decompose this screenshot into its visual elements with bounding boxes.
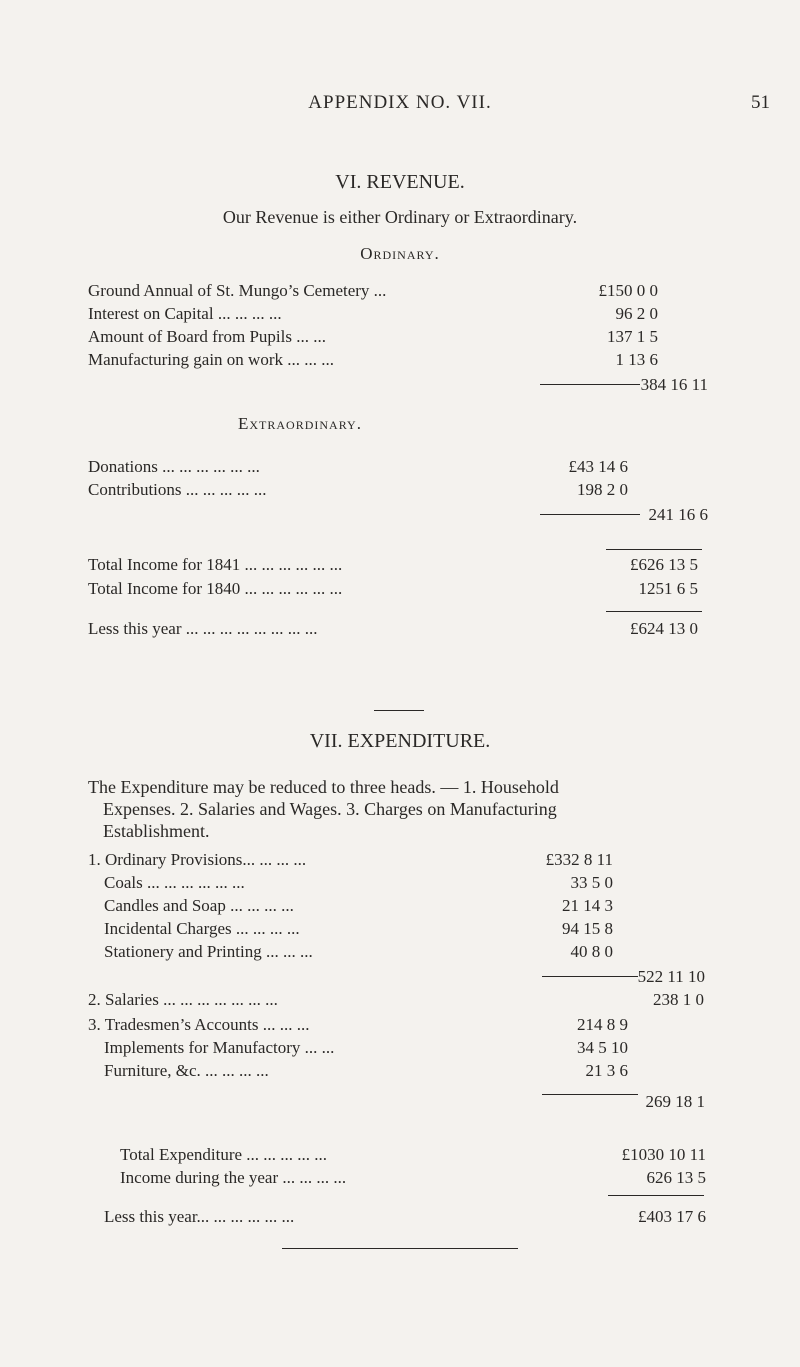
subtotal-rule (542, 976, 638, 977)
household-label: Incidental Charges ... ... ... ... (104, 919, 300, 938)
income-value: 626 13 5 (646, 1168, 706, 1187)
manufacturing-amount: 34 5 10 (577, 1038, 628, 1057)
running-header (0, 92, 800, 114)
subtotal-rule (540, 384, 640, 385)
ordinary-amount: £150 0 0 (598, 281, 658, 300)
ordinary-label: Ground Annual of St. Mungo’s Cemetery ... (88, 281, 387, 300)
expenditure-title: VII. EXPENDITURE. (309, 730, 491, 752)
total-rule (608, 1195, 704, 1196)
revenue-less-label: Less this year ... ... ... ... ... ... ... ... (88, 619, 318, 638)
salaries-label: 2. Salaries ... ... ... ... ... ... ... (88, 990, 278, 1009)
ordinary-amount: 1 13 6 (615, 350, 658, 369)
household-label: Candles and Soap ... ... ... ... (104, 896, 294, 915)
extraordinary-amount: £43 14 6 (568, 457, 628, 476)
ordinary-label: Amount of Board from Pupils ... ... (88, 327, 326, 346)
revenue-less-value: £624 13 0 (630, 619, 698, 638)
expenditure-intro-line: Establishment. (103, 821, 210, 841)
ordinary-amount: 137 1 5 (607, 327, 658, 346)
expenditure-less-value: £403 17 6 (638, 1207, 706, 1226)
extraordinary-label: Donations ... ... ... ... ... ... (88, 457, 260, 476)
total-1840-label: Total Income for 1840 ... ... ... ... ... ... (88, 579, 343, 598)
total-rule (606, 611, 702, 612)
household-amount: 40 8 0 (570, 942, 613, 961)
household-amount: £332 8 11 (545, 850, 613, 869)
total-1840-value: 1251 6 5 (638, 579, 698, 598)
total-expenditure-value: £1030 10 11 (621, 1145, 706, 1164)
household-amount: 21 14 3 (562, 896, 613, 915)
ordinary-total: 384 16 11 (640, 375, 708, 394)
extraordinary-label: Contributions ... ... ... ... ... (88, 480, 267, 499)
expenditure-less-label: Less this year... ... ... ... ... ... (104, 1207, 295, 1226)
expenditure-intro-line: Expenses. 2. Salaries and Wages. 3. Charges on Manufacturing (103, 799, 557, 819)
manufacturing-label: Implements for Manufactory ... ... (104, 1038, 335, 1057)
total-expenditure-label: Total Expenditure ... ... ... ... ... (120, 1145, 328, 1164)
expenditure-intro-line: The Expenditure may be reduced to three heads. — 1. Household (88, 777, 559, 797)
subtotal-rule (542, 1094, 638, 1095)
manufacturing-label: Furniture, &c. ... ... ... ... (104, 1061, 269, 1080)
ordinary-heading: Ordinary. (360, 244, 440, 263)
closing-rule (282, 1248, 518, 1249)
manufacturing-label: 3. Tradesmen’s Accounts ... ... ... (88, 1015, 310, 1034)
income-label: Income during the year ... ... ... ... (120, 1168, 347, 1187)
revenue-title: VI. REVENUE. (335, 171, 465, 193)
extraordinary-heading: Extraordinary. (238, 414, 362, 433)
manufacturing-total: 269 18 1 (645, 1092, 705, 1111)
household-label: 1. Ordinary Provisions... ... ... ... (88, 850, 307, 869)
household-label: Coals ... ... ... ... ... ... (104, 873, 245, 892)
total-rule (606, 549, 702, 550)
extraordinary-total: 241 16 6 (648, 505, 708, 524)
household-amount: 33 5 0 (570, 873, 613, 892)
manufacturing-amount: 214 8 9 (577, 1015, 628, 1034)
ordinary-label: Interest on Capital ... ... ... ... (88, 304, 282, 323)
header-title: APPENDIX NO. VII. (308, 92, 492, 113)
ordinary-amount: 96 2 0 (615, 304, 658, 323)
section-divider (374, 710, 424, 711)
household-label: Stationery and Printing ... ... ... (104, 942, 313, 961)
total-1841-value: £626 13 5 (630, 555, 698, 574)
manufacturing-amount: 21 3 6 (585, 1061, 628, 1080)
extraordinary-amount: 198 2 0 (577, 480, 628, 499)
subtotal-rule (540, 514, 640, 515)
household-amount: 94 15 8 (562, 919, 613, 938)
household-total: 522 11 10 (637, 967, 705, 986)
salaries-total: 238 1 0 (653, 990, 704, 1009)
revenue-intro: Our Revenue is either Ordinary or Extraordinary. (222, 207, 578, 227)
page-number: 51 (751, 92, 770, 113)
ordinary-label: Manufacturing gain on work ... ... ... (88, 350, 334, 369)
total-1841-label: Total Income for 1841 ... ... ... ... ... ... (88, 555, 343, 574)
